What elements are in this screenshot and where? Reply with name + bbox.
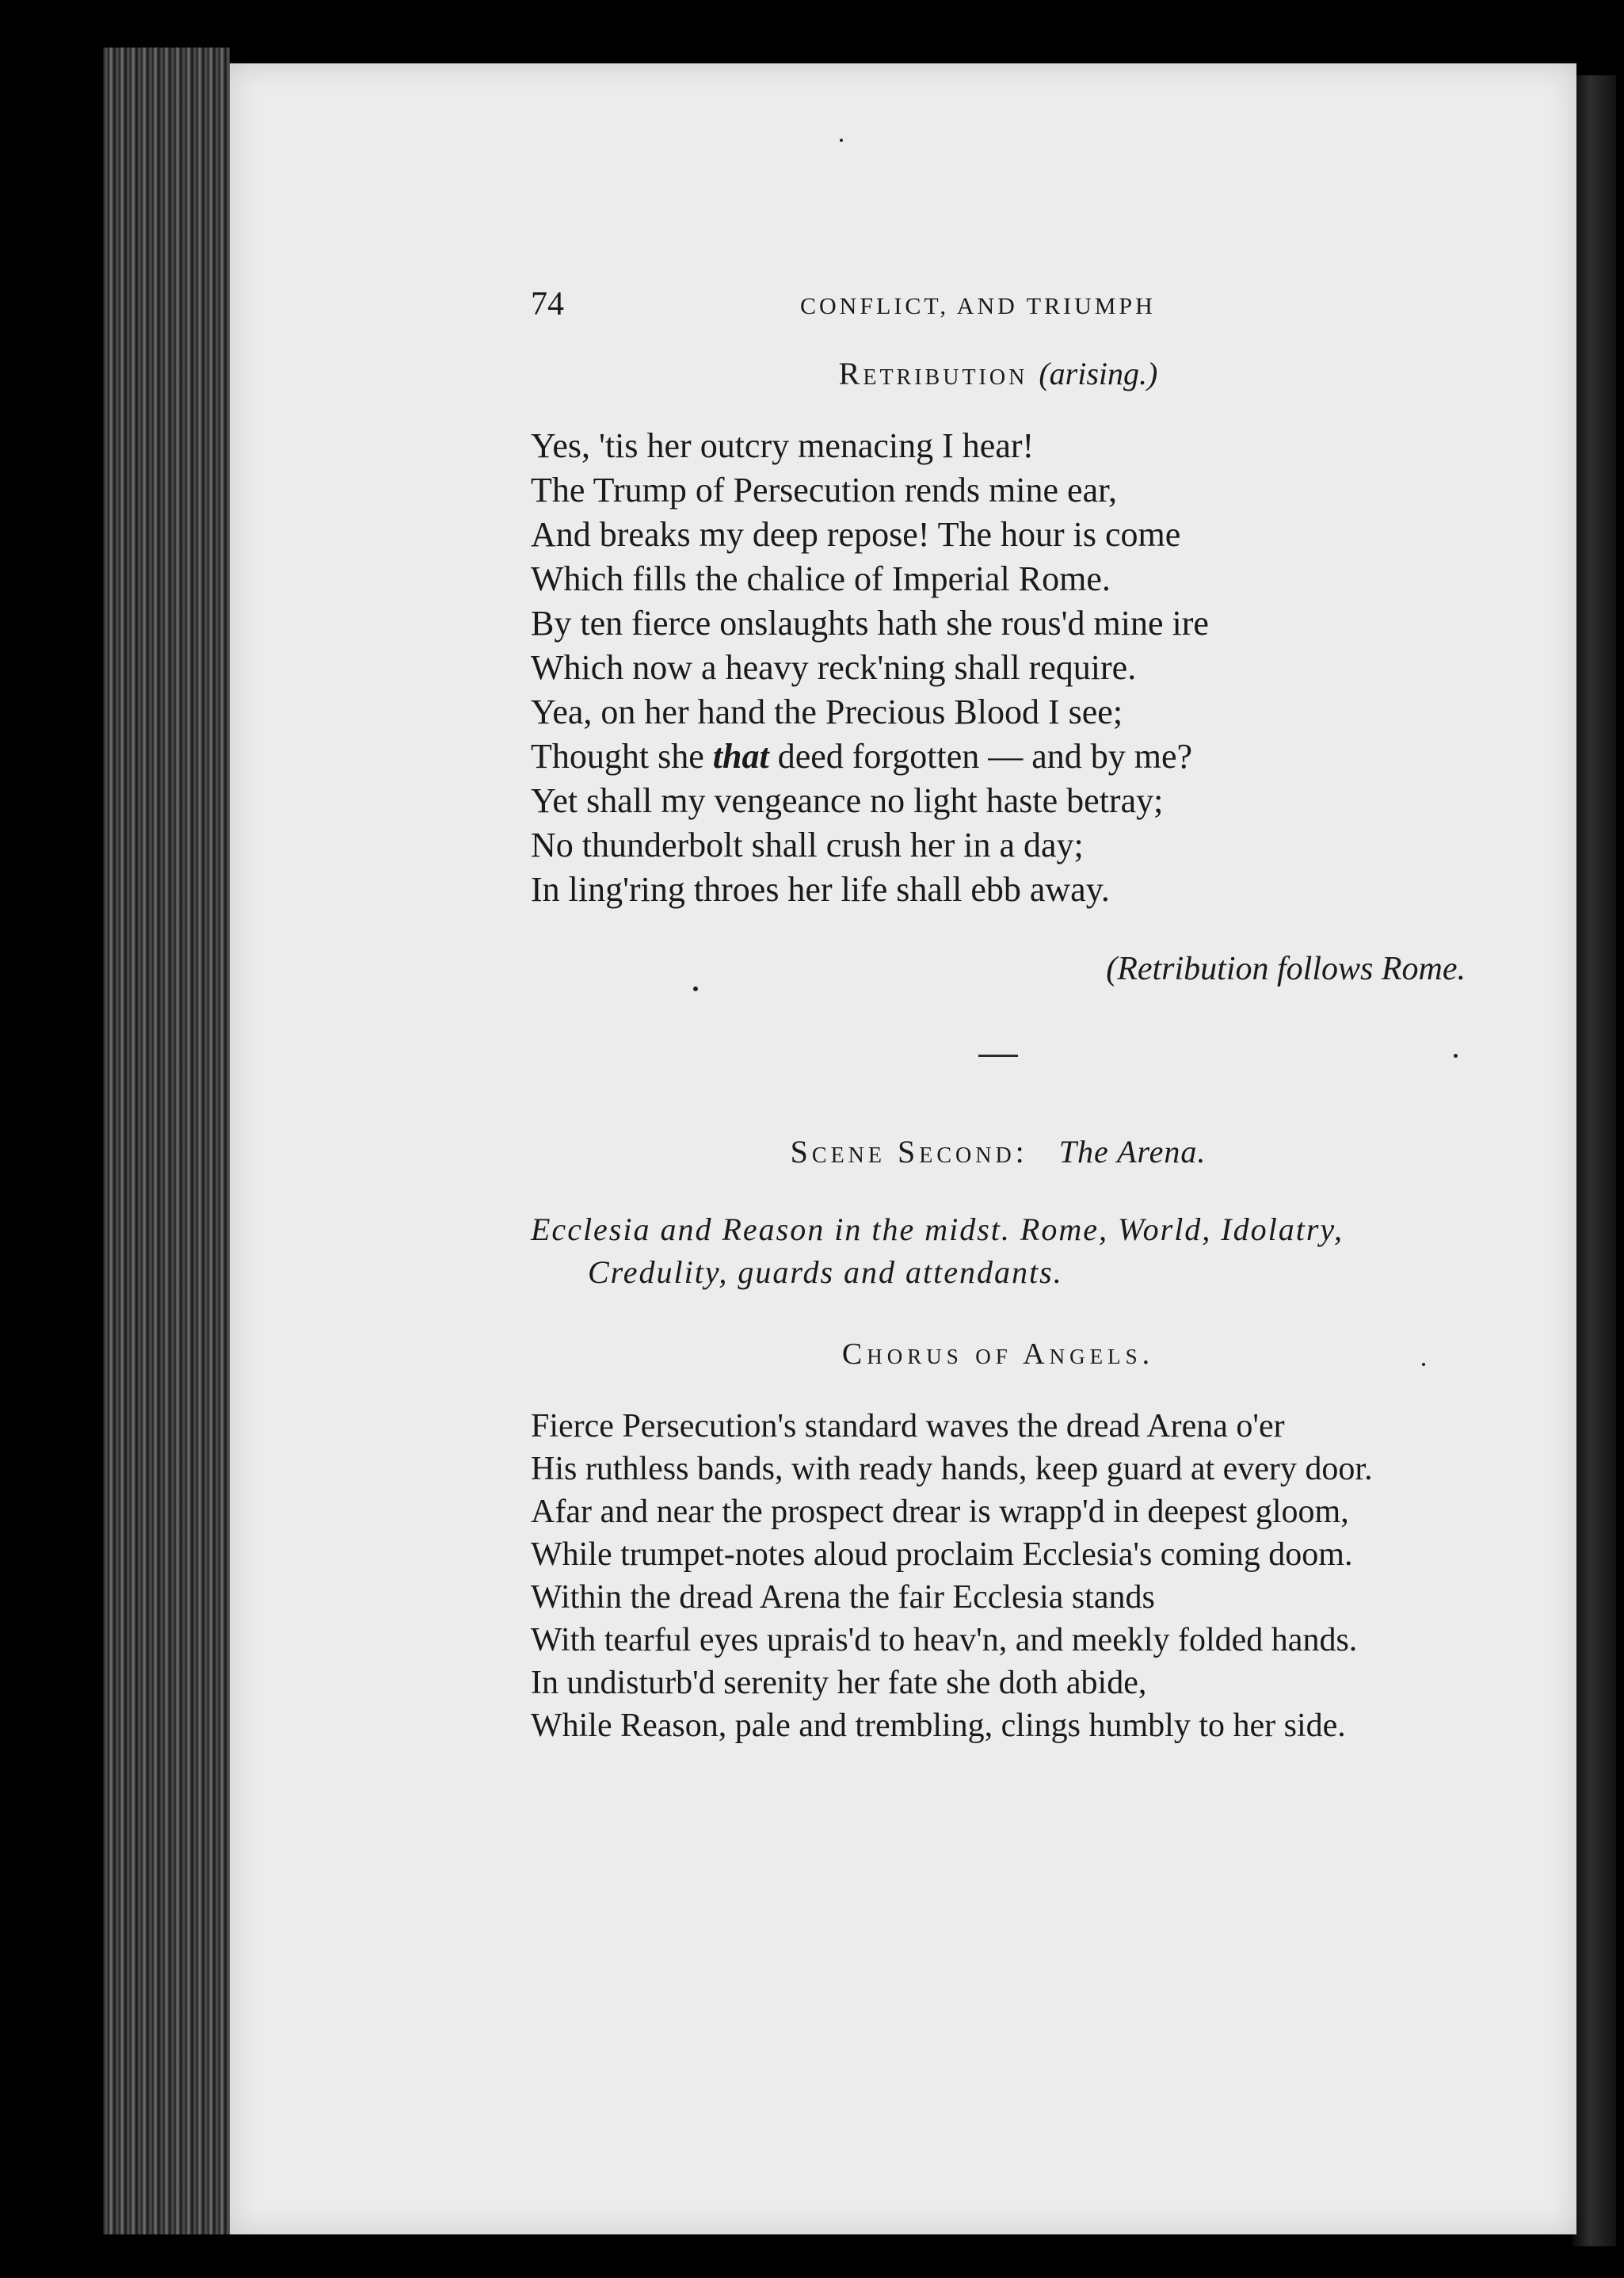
- scene-direction: Ecclesia and Reason in the midst. Rome, World, Idolatry, Credulity, guards and attendants.: [531, 1211, 1344, 1290]
- chorus-line: While Reason, pale and trembling, clings humbly to her side.: [531, 1708, 1346, 1744]
- chorus-line: His ruthless bands, with ready hands, keep guard at every door.: [531, 1451, 1373, 1487]
- verse-line: Which fills the chalice of Imperial Rome.: [531, 559, 1111, 598]
- verse-emphasis: that: [712, 737, 769, 776]
- exit-note: (Retribution follows Rome.: [1106, 951, 1466, 987]
- speech-verse: [531, 424, 1466, 912]
- verse-line: And breaks my deep repose! The hour is come: [531, 515, 1181, 554]
- text-column: [531, 285, 1466, 1747]
- verse-line: Yes, 'tis her outcry menacing I hear!: [531, 426, 1035, 465]
- speaker-name: Retribution: [838, 356, 1028, 391]
- chorus-line: Fierce Persecution's standard waves the dread Arena o'er: [531, 1408, 1285, 1444]
- verse-line: No thunderbolt shall crush her in a day;: [531, 826, 1084, 864]
- chorus-verse: [531, 1405, 1466, 1747]
- chorus-line: Afar and near the prospect drear is wrapp'd in deepest gloom,: [531, 1494, 1349, 1530]
- verse-line: The Trump of Persecution rends mine ear,: [531, 471, 1117, 509]
- running-title: CONFLICT, AND TRIUMPH: [800, 293, 1156, 319]
- verse-line: Which now a heavy reck'ning shall require.: [531, 648, 1137, 687]
- scene-place: The Arena.: [1058, 1134, 1207, 1170]
- chorus-line: While trumpet-notes aloud proclaim Ecclesia's coming doom.: [531, 1536, 1353, 1573]
- book-spine-edge: [103, 48, 230, 2234]
- verse-line-emphasis: [531, 735, 1466, 779]
- scene-number: Scene Second:: [790, 1134, 1028, 1170]
- verse-text: deed forgotten — and by me?: [768, 737, 1193, 776]
- scene-title: [531, 1133, 1466, 1170]
- verse-line: Yea, on her hand the Precious Blood I see;: [531, 693, 1123, 731]
- chorus-line: Within the dread Arena the fair Ecclesia stands: [531, 1579, 1155, 1616]
- section-divider: [978, 1055, 1018, 1057]
- chorus-heading: Chorus of Angels.: [841, 1337, 1155, 1371]
- book-page-edge: [1573, 75, 1616, 2246]
- ink-speck: [840, 139, 843, 142]
- stage-direction: (arising.): [1039, 356, 1158, 391]
- chorus-line: In undisturb'd serenity her fate she doth abide,: [531, 1665, 1147, 1701]
- verse-line: Yet shall my vengeance no light haste betray;: [531, 781, 1164, 820]
- page-number: 74: [531, 286, 564, 322]
- speaker-heading: [531, 355, 1466, 392]
- chorus-line: With tearful eyes uprais'd to heav'n, and meekly folded hands.: [531, 1622, 1358, 1658]
- verse-line: By ten fierce onslaughts hath she rous'd mine ire: [531, 604, 1209, 643]
- running-head: [531, 285, 1466, 333]
- verse-text: Thought she: [531, 737, 713, 776]
- verse-line: In ling'ring throes her life shall ebb away.: [531, 870, 1110, 909]
